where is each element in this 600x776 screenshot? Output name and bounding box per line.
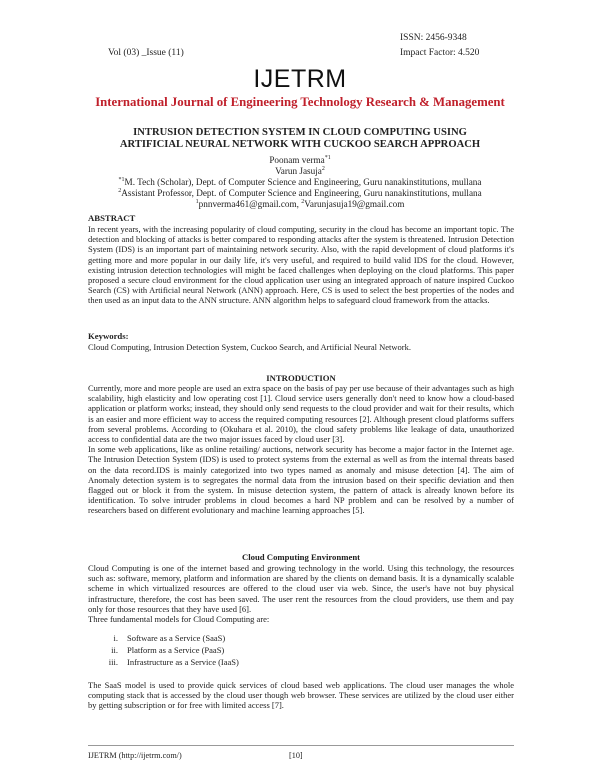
email-1-sup: 1 (195, 199, 199, 205)
list-item-text: Infrastructure as a Service (IaaS) (127, 657, 239, 667)
paper-title-line2: ARTIFICIAL NEURAL NETWORK WITH CUCKOO SEARCH APPROACH (119, 139, 481, 150)
list-item (100, 644, 239, 656)
abstract-heading: ABSTRACT (88, 213, 136, 223)
affiliation-1-text: M. Tech (Scholar), Dept. of Computer Science and Engineering, Guru nanakinstitutions, mullana (124, 177, 482, 188)
email-2: Varunjasuja19@gmail.com (304, 199, 405, 210)
footer-divider (88, 745, 514, 746)
cloud-env-body (88, 563, 514, 624)
cloud-env-para-2: Three fundamental models for Cloud Computing are: (88, 614, 270, 625)
cloud-env-para-3: The SaaS model is used to provide quick services of cloud based web applications. The cloud user manages the whole computing stack that is accessed by the cloud user though web browser. These services are utilized by the cloud user either by getting subscription or for free with limited access [7]. (88, 680, 514, 711)
affiliation-2-text: Assistant Professor, Dept. of Computer Science and Engineering, Guru nanakinstitutions, mullana (121, 188, 482, 199)
list-item-number: ii. (111, 645, 118, 655)
author-2-sup: 2 (321, 166, 325, 172)
list-item-number: i. (113, 633, 118, 643)
list-item (100, 632, 239, 644)
footer-site: IJETRM (http://ijetrm.com/) (88, 751, 182, 760)
paper-title (60, 127, 540, 151)
list-item-number: iii. (108, 657, 118, 667)
impact-factor: Impact Factor: 4.520 (400, 48, 480, 58)
email-2-sup: 2 (301, 199, 305, 205)
introduction-body (88, 383, 514, 516)
list-item-text: Platform as a Service (PaaS) (127, 645, 225, 655)
author-1-name: Poonam verma (269, 155, 325, 166)
list-item-text: Software as a Service (SaaS) (127, 633, 226, 643)
author-1-sup: *1 (324, 155, 331, 161)
journal-logo: IJETRM (253, 65, 347, 93)
introduction-para-1: Currently, more and more people are used an extra space on the basis of pay per use because of their advantages such as high scalability, high elasticity and low operating cost [1]. Cloud service users generally don't need to know how a cloud-based application or platform works; instead, they should only send requests to the cloud provider and wait for their results, which is an easier and more efficient way to access the required computing resources [2]. Although present cloud platforms suffers from several problems. According to (Okuhara et al. 2010), the cloud safety problems like leakage of data, unauthorized access to confidential data are the two major issues faced by cloud user [3]. (88, 383, 514, 445)
author-emails (60, 197, 540, 211)
introduction-para-2: In some web applications, like as online retailing/ auctions, network security has become a major factor in the Internet age. The Intrusion Detection System (IDS) is used to protect systems from the external as well as from the internal threats based on the data record.IDS is mainly categorized into two types named as anomaly and misuse detection [4]. The aim of Anomaly detection system is to segregates the normal data from the intrusion based on their specific deviation and then flagged out or block it from the system. In misuse detection system, the pattern of attack is already known before its identification. To solve intruder problems in cloud becomes a hard NP problem and can be resolved by a number of researchers based on different evolutionary and machine learning approaches [5]. (88, 444, 514, 516)
cloud-models-list (100, 632, 239, 668)
author-2-name: Varun Jasuja (275, 166, 322, 177)
keywords-heading: Keywords: (88, 331, 129, 341)
affiliation-2-sup: 2 (118, 188, 122, 194)
cloud-env-heading: Cloud Computing Environment (241, 552, 361, 562)
cloud-env-para-1: Cloud Computing is one of the internet based and growing technology in the world. Using this technology, the resources such as: software, memory, platform and information are shared by the clients on demand basis. It is a dynamically scalable scheme in which virtualized resources are offered to the cloud user via web. Since, the user's have not buy physical infrastructure, therefore, the cost has been saved. The user rent the resources from the cloud providers, use them and pay only for those resources that they have used [6]. (88, 563, 514, 614)
list-item (100, 656, 239, 668)
abstract-text: In recent years, with the increasing popularity of cloud computing, security in the cloud has become an important topic. The detection and blocking of attacks is better compared to responding attacks after the system is threatened. Intrusion Detection System (IDS) is an important part of maintaining network security. Also, with the rapid development of cloud platforms it's getting more and more popular in our daily life, it's very useful, and required to build valid IDS for the cloud. However, existing intrusion detection technologies will might be faced challenges when deploying on the cloud platforms. This paper proposed a secure cloud environment for the cloud application user using an integrated approach of nature inspired Cuckoo Search (CS) with Artificial neural Network (ANN) approach. Here, CS is used to select the best properties of the nodes and then used as an input data to the ANN structure. ANN algorithm helps to safeguard cloud framework from the attacks. (88, 224, 514, 306)
paper-title-line1: INTRUSION DETECTION SYSTEM IN CLOUD COMPUTING USING (133, 127, 467, 138)
footer-page-number: [10] (289, 751, 303, 760)
volume-issue: Vol (03) _Issue (11) (108, 48, 184, 58)
introduction-heading: INTRODUCTION (266, 373, 336, 383)
journal-title: International Journal of Engineering Technology Research & Management (95, 95, 505, 109)
issn: ISSN: 2456-9348 (400, 33, 467, 43)
email-1: pnnverma461@gmail.com, (198, 199, 299, 210)
affiliation-1-sup: *1 (118, 177, 125, 183)
keywords-text: Cloud Computing, Intrusion Detection System, Cuckoo Search, and Artificial Neural Network. (88, 342, 411, 352)
